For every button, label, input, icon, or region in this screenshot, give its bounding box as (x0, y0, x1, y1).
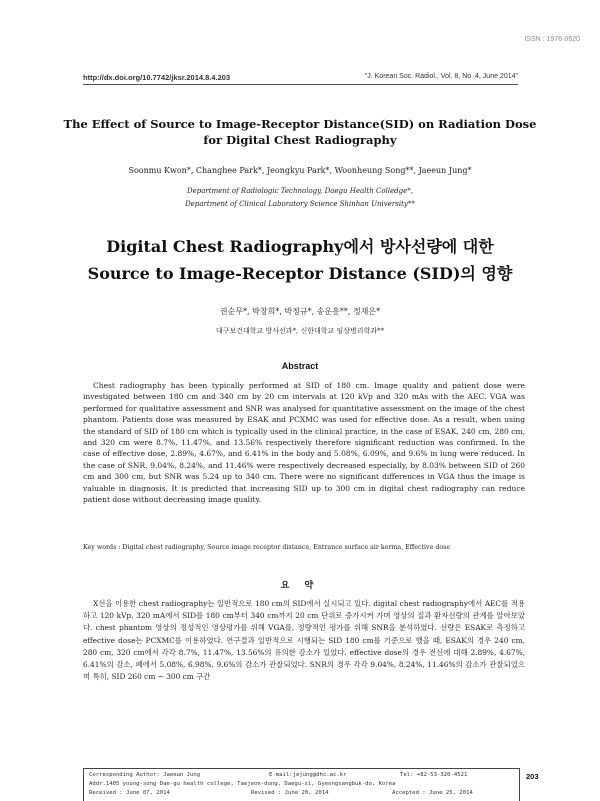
correspondence-box (83, 768, 520, 801)
authors-ko: 권순무*, 박창희*, 박정규*, 송운흥**, 정재은* (219, 307, 381, 316)
accepted-date: Accepted : June 25, 2014 (392, 790, 473, 796)
doi-link[interactable]: http://dx.doi.org/10.7742/jksr.2014.8.4.203 (83, 73, 231, 82)
paper-title-ko-line2: Source to Image-Receptor Distance (SID)의 영향 (87, 264, 513, 283)
journal-citation: "J. Korean Soc. Radiol., Vol. 8, No. 4, June 2014" (364, 73, 518, 80)
affiliation-en-1: Department of Radiologic Technology, Daegu Health Colledge*, (187, 187, 413, 195)
abstract-body: Chest radiography has been typically performed at SID of 180 cm. Image quality and patient dose were investigated between 180 cm and 340 cm by 20 cm intervals at 120 kVp and 320 mAs with the AEC. VGA was performed for qualitative assessment and SNR was analysed for quantitative assessment on the image of the chest phantom. Patients dose was measured by ESAK and PCXMC was used for effective dose. As a result, when using the standard of SID of 180 cm which is typically used in the clinical practice, in the case of ESAK, 240 cm, 280 cm, and 320 cm were 8.7%, 11.47%, and 13.56% respectively therefore significant reduction was confirmed. In the case of effective dose, 2.89%, 4.67%, and 6.41% in the body and 5.08%, 6.09%, and 9.6% in lung were reduced. In the case of SNR, 9.04%, 8.24%, and 11.46% were respectively decreased especially, by 8.03% between SID of 260 cm and 300 cm, but SNR was 5.24 up to 340 cm. There were no significant differences in VGA thus the image is valuable in diagnosis. It is predicted that increasing SID up to 300 cm in digital chest radiography can reduce patient dose without decreasing image quality. (83, 381, 525, 505)
affiliations-en (60, 185, 540, 211)
paper-title-en-line2: for Digital Chest Radiography (203, 133, 397, 147)
header-divider (83, 84, 518, 85)
page-number: 203 (526, 772, 539, 781)
authors-en: Soonmu Kwon*, Changhee Park*, Jeongkyu Park*, Woonheung Song**, Jaeeun Jung* (128, 166, 472, 175)
keywords: Key words : Digital chest radiography, Source image receptor distance, Entrance surface air kerma, Effective dose (83, 544, 451, 551)
telephone: Tel: +82-53-320-4521 (400, 772, 468, 778)
revised-date: Revised : June 20, 2014 (251, 790, 329, 796)
received-date: Received : June 07, 2014 (89, 790, 170, 796)
paper-title-ko (60, 233, 540, 287)
korean-abstract-body: X선을 이용한 chest radiography는 일반적으로 180 cm의 SID에서 실시되고 있다. digital chest radiography에서 AEC를 적용하고 120 kVp, 320 mA에서 SID를 180 cm부터 340 cm까지 20 cm 단위로 증가시켜 가며 영상의 질과 환자선량의 관계를 알아보았다. chest phantom 영상의 정성적인 영상평가를 위해 VGA를, 정량적인 평가를 위해 SNR을 분석하였다. 선량은 ESAK로 측정하고 effective dose는 PCXMC를 이용하였다. 연구결과 일반적으로 시행되는 SID 180 cm를 기준으로 했을 때, ESAK의 경우 240 cm, 280 cm, 320 cm에서 각각 8.7%, 11.47%, 13.56%의 유의한 감소가 있었다. effective dose의 경우 전신에 대해 2.89%, 4.67%, 6.41%의 감소, 폐에서 5.08%, 6.98%, 9.6%의 감소가 관찰되었다. SNR의 경우 각각 9.04%, 8.24%, 11.46%의 감소가 관찰되었으며 특히, SID 260 cm ~ 300 cm 구간 (83, 599, 525, 682)
abstract-heading: Abstract (281, 361, 319, 371)
paper-title-ko-line1: Digital Chest Radiography에서 방사선량에 대한 (106, 237, 494, 256)
address: Addr.1405 young-song Dae-gu health college, Taejeon-dong, Daegu-si, Gyeongsangbuk-do, Korea (89, 781, 396, 787)
paper-title-en (60, 116, 540, 148)
korean-abstract-heading: 요 약 (280, 581, 320, 591)
paper-title-en-line1: The Effect of Source to Image-Receptor Distance(SID) on Radiation Dose (63, 117, 537, 131)
issn-label: ISSN : 1976-0620 (524, 36, 580, 43)
affiliations-ko: 대구보건대학교 방사선과*, 신한대학교 임상병리학과** (215, 327, 385, 335)
affiliation-en-2: Department of Clinical Laboratory Science Shinhan University** (185, 200, 415, 208)
email[interactable]: E-mail:jejung@dhc.ac.kr (269, 772, 347, 778)
corresponding-author: Corresponding Author: Jaeeun Jung (89, 772, 201, 778)
